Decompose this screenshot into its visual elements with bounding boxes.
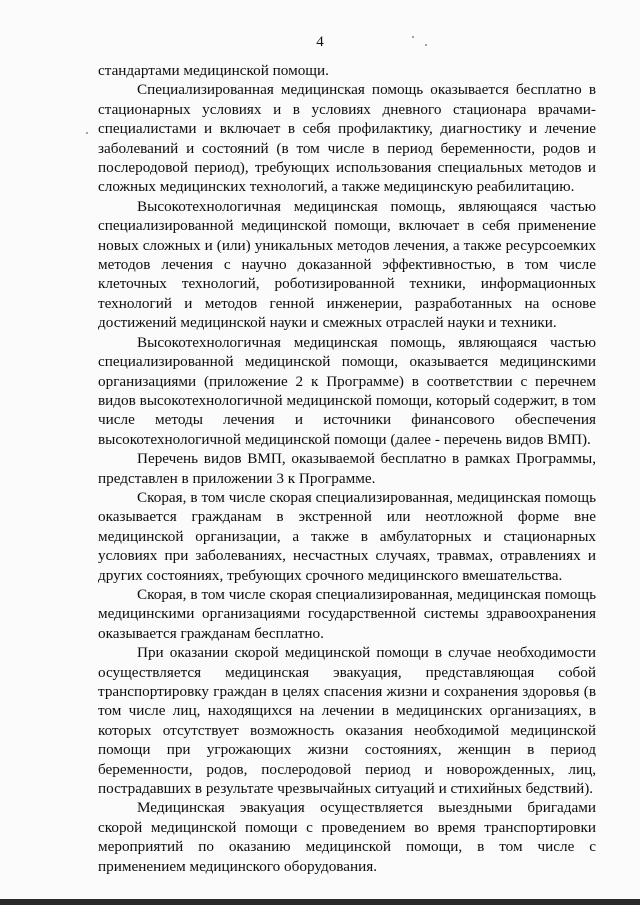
scan-bottom-edge — [0, 899, 640, 905]
paragraph-high-tech-care-providers: Высокотехнологичная медицинская помощь, являющаяся частью специализированной медицинской помощи, оказывается медицинскими организациями (приложение 2 к Программе) в соответствии с перечнем видов высокотехнологичной медицинской помощи, который содержит, в том числе методы лечения и источники финансового обеспечения высокотехнологичной медицинской помощи (далее - перечень видов ВМП). — [98, 333, 596, 448]
body-text — [98, 61, 596, 876]
paragraph-continuation: стандартами медицинской помощи. — [98, 62, 329, 79]
paragraph-evacuation-teams: Медицинская эвакуация осуществляется выездными бригадами скорой медицинской помощи с проведением во время транспортировки мероприятий по оказанию медицинской помощи, в том числе с применением медицинского оборудования. — [98, 799, 596, 875]
scan-speck — [425, 44, 427, 46]
page-number: 4 — [316, 34, 324, 50]
paragraph-specialized-care: Специализированная медицинская помощь оказывается бесплатно в стационарных условиях и в условиях дневного стационара врачами-специалистами и включает в себя профилактику, диагностику и лечение заболеваний и состояний (в том числе в период беременности, родов и послеродовой период), требующих использования специальных методов и сложных медицинских технологий, а также медицинскую реабилитацию. — [98, 81, 596, 196]
paragraph-vmp-list: Перечень видов ВМП, оказываемой бесплатно в рамках Программы, представлен в приложении 3 к Программе. — [98, 450, 596, 487]
paragraph-medical-evacuation: При оказании скорой медицинской помощи в случае необходимости осуществляется медицинская эвакуация, представляющая собой транспортировку граждан в целях спасения жизни и сохранения здоровья (в том числе лиц, находящихся на лечении в медицинских организациях, в которых отсутствует возможность оказания необходимой медицинской помощи при угрожающих жизни состояниях, женщин в период беременности, родов, послеродовой период и новорожденных, лиц, пострадавших в результате чрезвычайных ситуаций и стихийных бедствий). — [98, 644, 596, 798]
paragraph-emergency-care-free: Скорая, в том числе скорая специализированная, медицинская помощь медицинскими организациями государственной системы здравоохранения оказывается гражданам бесплатно. — [98, 585, 596, 642]
scan-speck — [412, 36, 414, 38]
paragraph-high-tech-care-definition: Высокотехнологичная медицинская помощь, являющаяся частью специализированной медицинской помощи, включает в себя применение новых сложных и (или) уникальных методов лечения, а также ресурсоемких методов лечения с научно доказанной эффективностью, в том числе клеточных технологий, роботизированной техники, информационных технологий и методов генной инженерии, разработанных на основе достижений медицинской науки и смежных отраслей науки и техники. — [98, 197, 596, 332]
paragraph-emergency-care: Скорая, в том числе скорая специализированная, медицинская помощь оказывается гражданам в экстренной или неотложной форме вне медицинской организации, а также в амбулаторных и стационарных условиях при заболеваниях, несчастных случаях, травмах, отравлениях и других состояниях, требующих срочного медицинского вмешательства. — [98, 488, 596, 584]
scan-speck — [86, 132, 88, 134]
